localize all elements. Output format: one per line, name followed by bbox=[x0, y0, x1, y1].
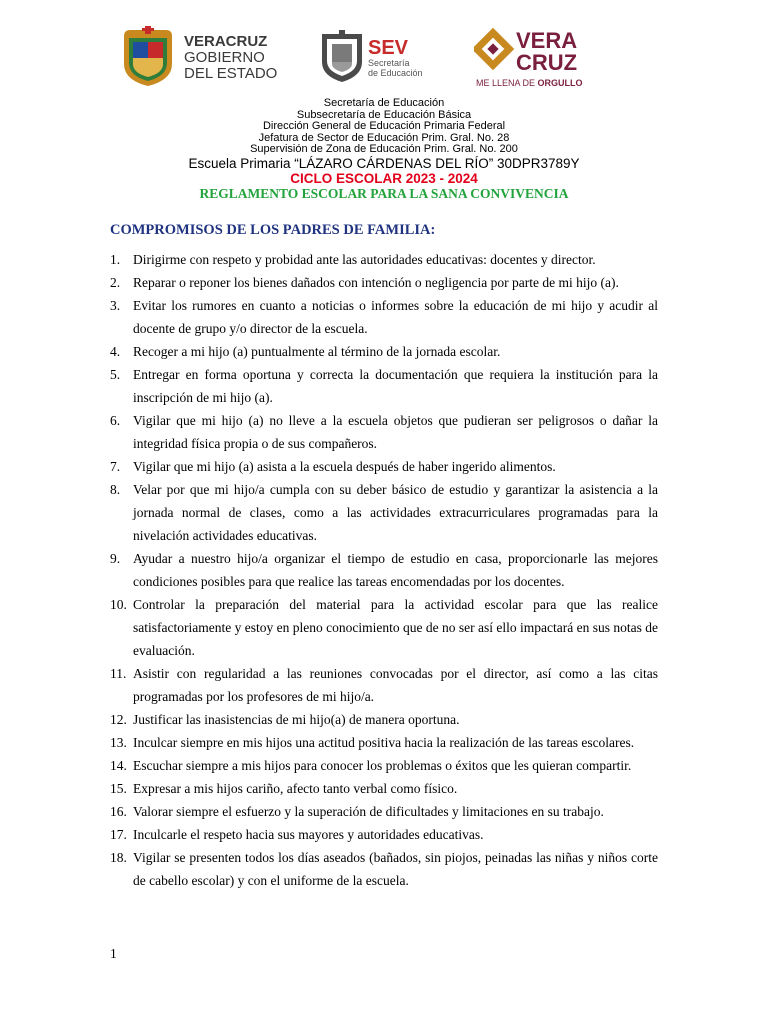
item-number: 11. bbox=[110, 666, 127, 681]
item-text: Controlar la preparación del material para la actividad escolar para que las realice satisfactoriamente y estoy en pleno conocimiento que de no ser así ello impactará en sus notas de evaluación. bbox=[133, 597, 658, 658]
list-item bbox=[110, 340, 658, 363]
header-line-1: Secretaría de Educación bbox=[323, 97, 445, 109]
item-number: 3. bbox=[110, 298, 121, 313]
sev-logo-name: SEV bbox=[368, 37, 409, 59]
list-item bbox=[110, 731, 658, 754]
veracruz-government-logo bbox=[120, 26, 280, 88]
vc-logo-line2: CRUZ bbox=[516, 50, 578, 75]
veracruz-logo-line1: VERACRUZ bbox=[184, 33, 268, 50]
list-item bbox=[110, 754, 658, 777]
sev-logo bbox=[318, 28, 430, 84]
sev-emblem-icon bbox=[322, 30, 362, 82]
item-number: 18. bbox=[110, 850, 127, 865]
document-header bbox=[0, 98, 768, 202]
item-text: Evitar los rumores en cuanto a noticias o informes sobre la educación de mi hijo y acudir al docente de grupo y/o director de la escuela. bbox=[133, 298, 658, 336]
item-number: 2. bbox=[110, 275, 121, 290]
item-text: Reparar o reponer los bienes dañados con intención o negligencia por parte de mi hijo (a). bbox=[133, 275, 619, 290]
list-item bbox=[110, 593, 658, 662]
school-name: Escuela Primaria “LÁZARO CÁRDENAS DEL RÍO” 30DPR3789Y bbox=[188, 155, 580, 171]
commitments-list bbox=[110, 248, 658, 892]
item-text: Inculcar siempre en mis hijos una actitud positiva hacia la realización de las tareas escolares. bbox=[133, 735, 635, 750]
item-number: 6. bbox=[110, 413, 121, 428]
list-item bbox=[110, 708, 658, 731]
item-number: 1. bbox=[110, 252, 121, 267]
list-item bbox=[110, 363, 658, 409]
item-text: Inculcarle el respeto hacia sus mayores y autoridades educativas. bbox=[133, 827, 484, 842]
header-line-3: Dirección General de Educación Primaria Federal bbox=[262, 120, 506, 133]
item-text: Vigilar que mi hijo (a) asista a la escuela después de haber ingerido alimentos. bbox=[133, 459, 556, 474]
item-text: Ayudar a nuestro hijo/a organizar el tiempo de estudio en casa, proporcionarle las mejores condiciones posibles para que realice las tareas encomendadas por los docentes. bbox=[133, 551, 658, 589]
item-number: 14. bbox=[110, 758, 127, 773]
item-text: Entregar en forma oportuna y correcta la documentación que requiera la institución para la inscripción de mi hijo (a). bbox=[133, 367, 658, 405]
sev-logo-sub1: Secretaría bbox=[368, 58, 410, 68]
item-text: Recoger a mi hijo (a) puntualmente al término de la jornada escolar. bbox=[133, 344, 501, 359]
item-number: 10. bbox=[110, 597, 127, 612]
list-item bbox=[110, 409, 658, 455]
item-text: Vigilar que mi hijo (a) no lleve a la escuela objetos que pudieran ser peligrosos o dañar la integridad física propia o de sus compañeros. bbox=[133, 413, 658, 451]
item-number: 5. bbox=[110, 367, 121, 382]
item-number: 4. bbox=[110, 344, 121, 359]
veracruz-orgullo-logo bbox=[474, 24, 584, 90]
regulation-title: REGLAMENTO ESCOLAR PARA LA SANA CONVIVENCIA bbox=[199, 185, 569, 201]
item-number: 16. bbox=[110, 804, 127, 819]
ornament-icon bbox=[474, 28, 514, 70]
item-text: Dirigirme con respeto y probidad ante las autoridades educativas: docentes y director. bbox=[133, 252, 596, 267]
list-item bbox=[110, 823, 658, 846]
item-text: Velar por que mi hijo/a cumpla con su deber básico de estudio y garantizar la asistencia a la jornada normal de clases, como a las actividades extracurriculares programadas para la nivelación actividades educativas. bbox=[133, 482, 658, 543]
school-cycle: CICLO ESCOLAR 2023 - 2024 bbox=[290, 170, 478, 186]
list-item bbox=[110, 294, 658, 340]
list-item bbox=[110, 248, 658, 271]
header-line-4: Jefatura de Sector de Educación Prim. Gral. No. 28 bbox=[258, 131, 510, 144]
list-item bbox=[110, 846, 658, 892]
item-text: Justificar las inasistencias de mi hijo(a) de manera oportuna. bbox=[133, 712, 460, 727]
item-number: 8. bbox=[110, 482, 121, 497]
list-item bbox=[110, 478, 658, 547]
list-item bbox=[110, 271, 658, 294]
list-item bbox=[110, 662, 658, 708]
veracruz-shield-icon bbox=[124, 26, 172, 86]
item-text: Escuchar siempre a mis hijos para conocer los problemas o éxitos que les quieran compartir. bbox=[133, 758, 632, 773]
item-number: 12. bbox=[110, 712, 127, 727]
header-line-5: Supervisión de Zona de Educación Prim. Gral. No. 200 bbox=[250, 143, 518, 156]
sev-logo-sub2: de Educación bbox=[368, 68, 423, 78]
item-text: Expresar a mis hijos cariño, afecto tanto verbal como físico. bbox=[133, 781, 458, 796]
item-number: 15. bbox=[110, 781, 127, 796]
page-number: 1 bbox=[110, 946, 117, 961]
list-item bbox=[110, 777, 658, 800]
item-text: Asistir con regularidad a las reuniones convocadas por el director, así como a las citas programadas por los profesores de mi hijo/a. bbox=[133, 666, 658, 704]
vc-logo-line1: VERA bbox=[516, 28, 578, 53]
section-title: COMPROMISOS DE LOS PADRES DE FAMILIA: bbox=[110, 222, 436, 238]
item-number: 9. bbox=[110, 551, 121, 566]
item-number: 13. bbox=[110, 735, 127, 750]
list-item bbox=[110, 800, 658, 823]
vc-logo-tagline: ME LLENA DE ORGULLO bbox=[476, 78, 583, 88]
veracruz-logo-line3: DEL ESTADO bbox=[184, 65, 278, 82]
item-number: 7. bbox=[110, 459, 121, 474]
item-text: Valorar siempre el esfuerzo y la superación de dificultades y limitaciones en su trabajo. bbox=[133, 804, 604, 819]
item-text: Vigilar se presenten todos los días aseados (bañados, sin piojos, peinadas las niñas y niños corte de cabello escolar) y con el uniforme de la escuela. bbox=[133, 850, 658, 888]
header-line-2: Subsecretaría de Educación Básica bbox=[296, 108, 472, 121]
veracruz-logo-line2: GOBIERNO bbox=[184, 49, 265, 66]
list-item bbox=[110, 547, 658, 593]
item-number: 17. bbox=[110, 827, 127, 842]
list-item bbox=[110, 455, 658, 478]
